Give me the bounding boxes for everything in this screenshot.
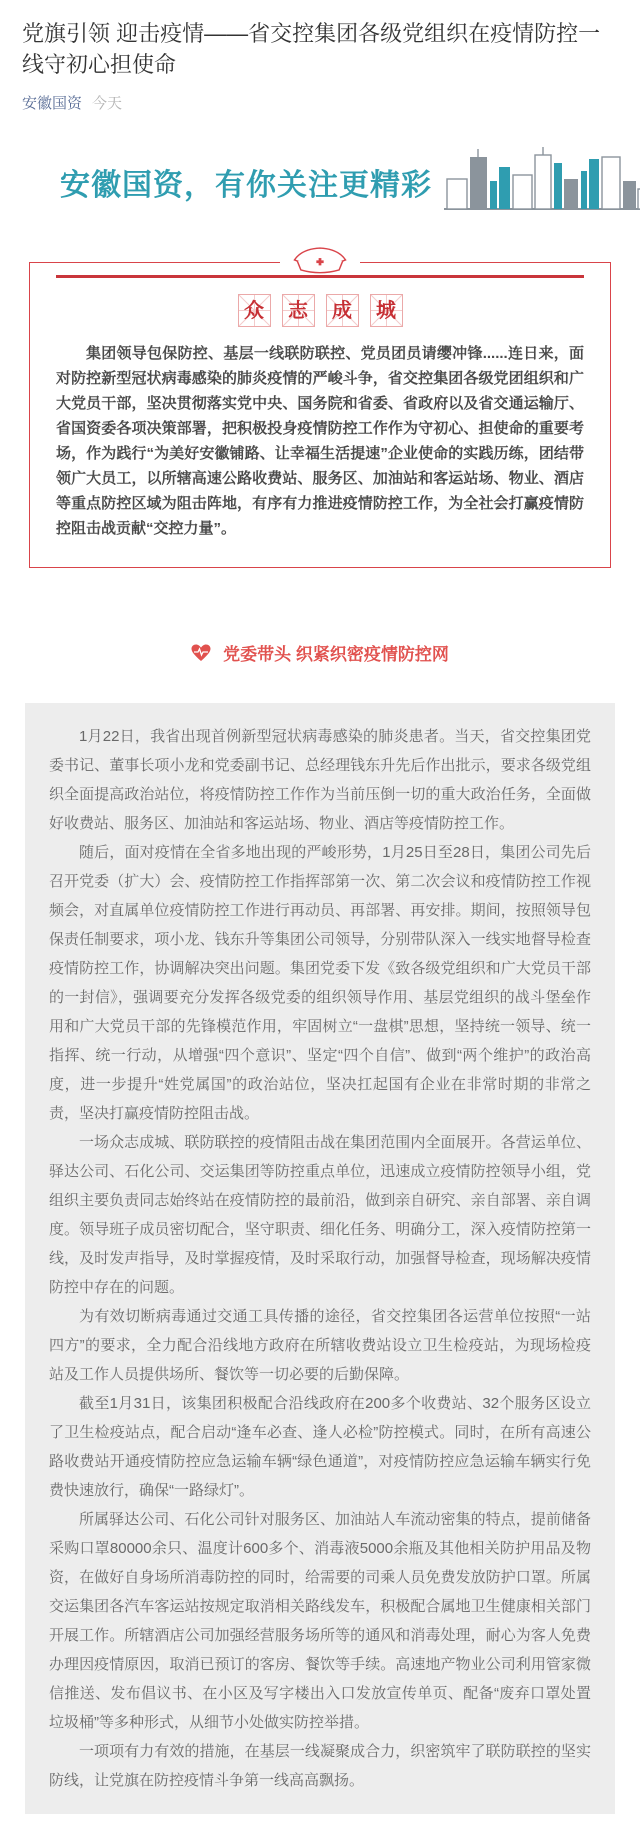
- divider-line: [56, 275, 584, 278]
- article-paragraph: 一项项有力有效的措施，在基层一线凝聚成合力，织密筑牢了联防联控的坚实防线，让党旗在防控疫情斗争第一线高高飘扬。: [49, 1743, 591, 1789]
- slogan-char: 成: [332, 299, 352, 322]
- page-title: 党旗引领 迎击疫情——省交控集团各级党组织在疫情防控一线守初心担使命: [22, 21, 601, 77]
- slogan-char-box: [282, 294, 315, 327]
- article-paragraph: 1月22日，我省出现首例新型冠状病毒感染的肺炎患者。当天，省交控集团党委书记、董事长项小龙和党委副书记、总经理钱东升先后作出批示，要求各级党组织全面提高政治站位，将疫情防控工作作为当前压倒一切的重大政治任务，全面做好收费站、服务区、加油站和客运站场、物业、酒店等疫情防控工作。: [49, 728, 591, 832]
- section-heading: [22, 640, 618, 665]
- account-link[interactable]: 安徽国资: [22, 95, 83, 112]
- section-heading-text: 党委带头 织紧织密疫情防控网: [223, 645, 449, 664]
- slogan-char-box: [370, 294, 403, 327]
- article-page: [0, 18, 640, 1814]
- slogan-char: 城: [376, 299, 396, 322]
- article-paragraph: 截至1月31日，该集团积极配合沿线政府在200多个收费站、32个服务区设立了卫生检疫站点，配合启动“逢车必查、逢人必检”防控模式。同时，在所有高速公路收费站开通疫情防控应急运输车辆“绿色通道”，对疫情防控应急运输车辆实行免费快速放行，确保“一路绿灯”。: [49, 1395, 591, 1499]
- banner-slogan: 安徽国资，有你关注更精彩: [60, 169, 432, 202]
- city-skyline-icon: [444, 145, 640, 216]
- nurse-cap-icon: [280, 243, 360, 275]
- article-paragraph: 一场众志成城、联防联控的疫情阻击战在集团范围内全面展开。各营运单位、驿达公司、石化公司、交运集团等防控重点单位，迅速成立疫情防控领导小组，党组织主要负责同志始终站在疫情防控的最前沿，做到亲自研究、亲自部署、亲自调度。领导班子成员密切配合，坚守职责、细化任务、明确分工，深入疫情防控第一线，及时发声指导，及时掌握疫情，及时采取行动，加强督导检查，现场解决疫情防控中存在的问题。: [49, 1134, 591, 1296]
- slogan-char-box: [238, 294, 271, 327]
- article-paragraph: 随后，面对疫情在全省多地出现的严峻形势，1月25日至28日，集团公司先后召开党委（扩大）会、疫情防控工作指挥部第一次、第二次会议和疫情防控工作视频会，对直属单位疫情防控工作进行再动员、再部署、再安排。期间，按照领导包保责任制要求，项小龙、钱东升等集团公司领导，分别带队深入一线实地督导检查疫情防控工作，协调解决突出问题。集团党委下发《致各级党组织和广大党员干部的一封信》，强调要充分发挥各级党委的组织领导作用、基层党组织的战斗堡垒作用和广大党员干部的先锋模范作用，牢固树立“一盘棋”思想，坚持统一领导、统一指挥、统一行动，从增强“四个意识”、坚定“四个自信”、做到“两个维护”的政治高度，进一步提升“姓党属国”的政治站位，坚决扛起国有企业在非常时期的非常之责，坚决打赢疫情防控阻击战。: [49, 844, 591, 1122]
- article-paragraph: 所属驿达公司、石化公司针对服务区、加油站人车流动密集的特点，提前储备采购口罩80000余只、温度计600多个、消毒液5000余瓶及其他相关防护用品及物资，在做好自身场所消毒防控的同时，给需要的司乘人员免费发放防护口罩。所属交运集团各汽车客运站按规定取消相关路线发车，积极配合属地卫生健康相关部门开展工作。所辖酒店公司加强经营服务场所等的通风和消毒处理，耐心为客人免费办理因疫情原因，取消已预订的客房、餐饮等手续。高速地产物业公司利用管家微信推送、发布倡议书、在小区及写字楼出入口发放宣传单页、配备“废弃口罩处置垃圾桶”等多种形式，从细节小处做实防控举措。: [49, 1511, 591, 1731]
- slogan-char-box: [326, 294, 359, 327]
- heart-pulse-icon: [191, 644, 211, 662]
- byline: [22, 93, 618, 114]
- slogan-char: 众: [244, 299, 264, 322]
- slogan-char: 志: [288, 299, 308, 322]
- highlight-paragraph: 集团领导包保防控、基层一线联防联控、党员团员请缨冲锋......连日来，面对防控新型冠状病毒感染的肺炎疫情的严峻斗争，省交控集团各级党团组织和广大党员干部，坚决贯彻落实党中央、国务院和省委、省政府以及省交通运输厅、省国资委各项决策部署，把积极投身疫情防控工作作为守初心、担使命的重要考场，作为践行“为美好安徽铺路、让幸福生活提速”企业使命的实践历练，团结带领广大员工，以所辖高速公路收费站、服务区、加油站和客运站场、物业、酒店等重点防控区域为阻击阵地，有序有力推进疫情防控工作，为全社会打赢疫情防控阻击战贡献“交控力量”。: [56, 345, 584, 537]
- article-box: [25, 703, 615, 1814]
- article-paragraph: 为有效切断病毒通过交通工具传播的途径，省交控集团各运营单位按照“一站四方”的要求，全力配合沿线地方政府在所辖收费站设立卫生检疫站，为现场检疫站及工作人员提供场所、餐饮等一切必要的后勤保障。: [49, 1308, 591, 1383]
- promo-banner[interactable]: [22, 148, 618, 216]
- slogan-row: [56, 294, 584, 327]
- highlight-box: [29, 262, 611, 568]
- publish-date: 今天: [92, 95, 123, 112]
